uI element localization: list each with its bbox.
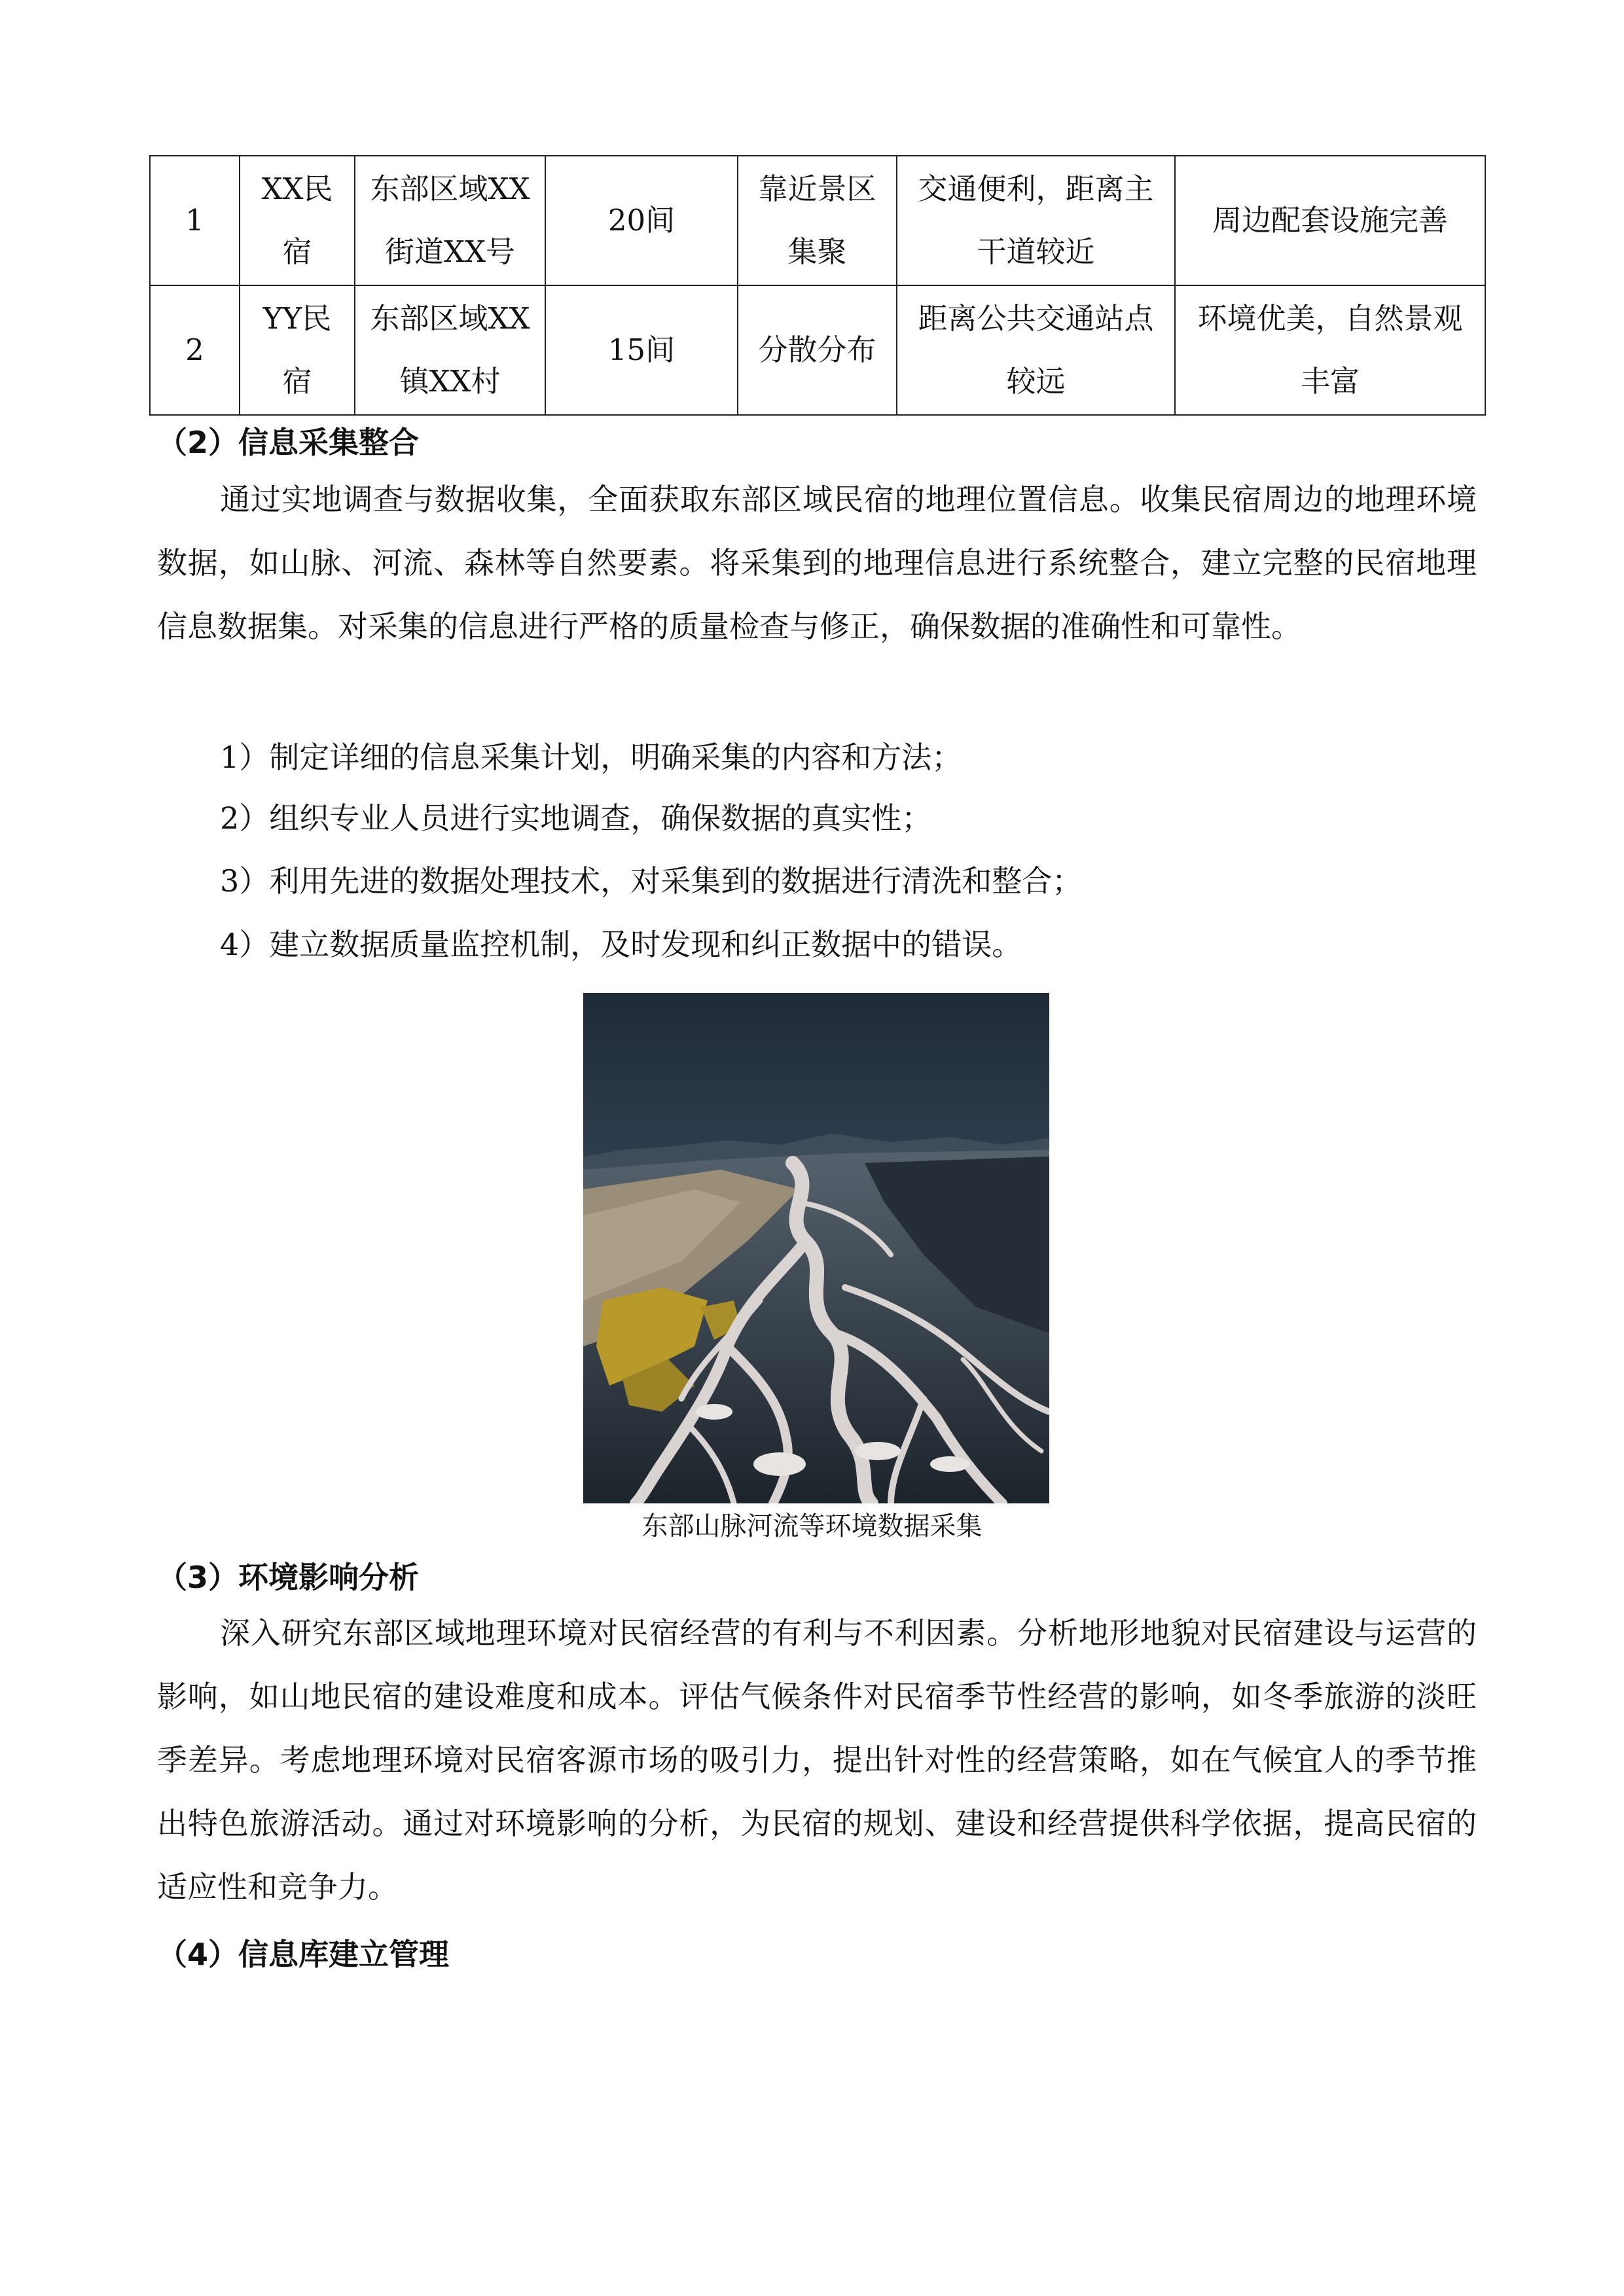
list-item: 3）利用先进的数据处理技术，对采集到的数据进行清洗和整合； bbox=[220, 863, 1083, 899]
section-4-heading: （4）信息库建立管理 bbox=[157, 1937, 450, 1972]
list-item: 4）建立数据质量监控机制，及时发现和纠正数据中的错误。 bbox=[220, 927, 1022, 962]
table-cell: 20间 bbox=[545, 156, 738, 285]
section-2-paragraph: 通过实地调查与数据收集，全面获取东部区域民宿的地理位置信息。收集民宿周边的地理环境数据，如山脉、河流、森林等自然要素。将采集到的地理信息进行系统整合，建立完整的民宿地理信息数据集。对采集的信息进行严格的质量检查与修正，确保数据的准确性和可靠性。 bbox=[157, 482, 1477, 644]
river-landscape-photo bbox=[583, 993, 1049, 1503]
table-cell: 2 bbox=[150, 285, 240, 415]
table-cell: 东部区域XX街道XX号 bbox=[355, 156, 545, 285]
homestay-table bbox=[149, 155, 1486, 416]
section-3-heading: （3）环境影响分析 bbox=[157, 1560, 420, 1595]
table-cell: 15间 bbox=[545, 285, 738, 415]
figure-caption: 东部山脉河流等环境数据采集 bbox=[641, 1511, 983, 1541]
list-item: 1）制定详细的信息采集计划，明确采集的内容和方法； bbox=[220, 740, 962, 775]
table-cell: 1 bbox=[150, 156, 240, 285]
table-cell: 分散分布 bbox=[738, 285, 897, 415]
table-row bbox=[150, 285, 1485, 415]
table-cell: XX民宿 bbox=[240, 156, 355, 285]
list-item: 2）组织专业人员进行实地调查，确保数据的真实性； bbox=[220, 800, 932, 836]
table-cell: 环境优美，自然景观丰富 bbox=[1175, 285, 1485, 415]
section-2-heading: （2）信息采集整合 bbox=[157, 425, 420, 460]
section-3-paragraph: 深入研究东部区域地理环境对民宿经营的有利与不利因素。分析地形地貌对民宿建设与运营的影响，如山地民宿的建设难度和成本。评估气候条件对民宿季节性经营的影响，如冬季旅游的淡旺季差异。考虑地理环境对民宿客源市场的吸引力，提出针对性的经营策略，如在气候宜人的季节推出特色旅游活动。通过对环境影响的分析，为民宿的规划、建设和经营提供科学依据，提高民宿的适应性和竞争力。 bbox=[157, 1615, 1477, 1905]
table-cell: 距离公共交通站点较远 bbox=[897, 285, 1175, 415]
table-cell: 交通便利，距离主干道较近 bbox=[897, 156, 1175, 285]
table-cell: 东部区域XX镇XX村 bbox=[355, 285, 545, 415]
table-cell: YY民宿 bbox=[240, 285, 355, 415]
table-cell: 靠近景区集聚 bbox=[738, 156, 897, 285]
table-cell: 周边配套设施完善 bbox=[1175, 156, 1485, 285]
table-row bbox=[150, 156, 1485, 285]
